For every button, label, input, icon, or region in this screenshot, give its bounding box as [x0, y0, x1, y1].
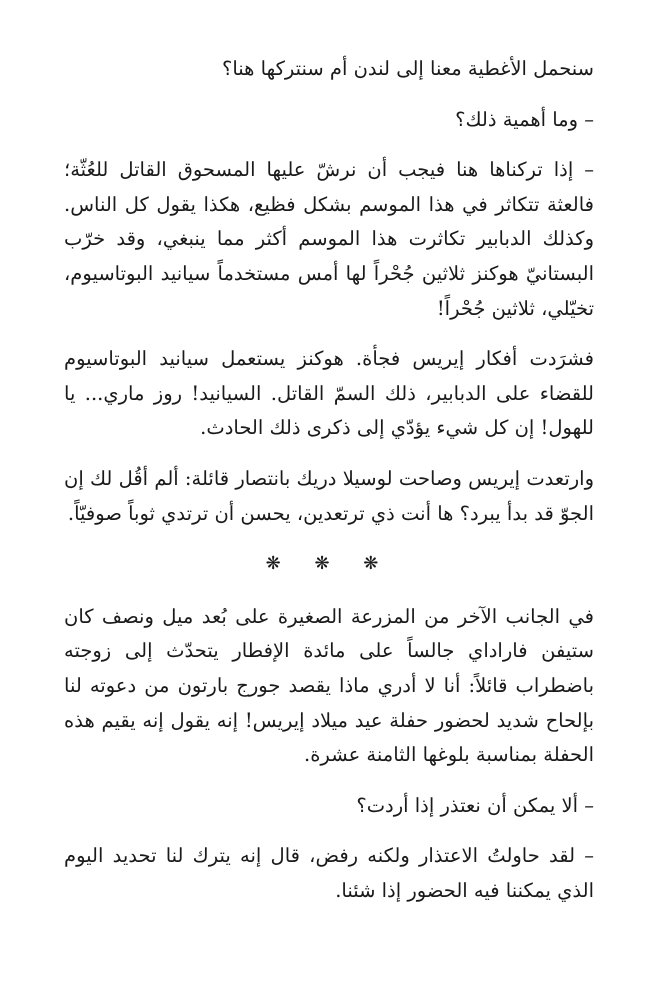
paragraph-moth-wasps: – إذا تركناها هنا فيجب أن نرشّ عليها المسحوق القاتل للعُثّة؛ فالعثة تتكاثر في هذا الموسم بشكل فظيع، هكذا يقول كل الناس. وكذلك الدبابير تكاثرت هذا الموسم أكثر مما ينبغي، وقد خرّب البستانيّ هوكنز ثلاثين جُحْراً لها أمس مستخدماً سيانيد البوتاسيوم، تخيّلي، ثلاثين جُحْراً! [64, 158, 594, 320]
paragraph-iris-thoughts: فشرَدت أفكار إيريس فجأة. هوكنز يستعمل سيانيد البوتاسيوم للقضاء على الدبابير، ذلك السمّ القاتل. السيانيد! روز ماري... يا للهول! إن كل شيء يؤدّي إلى ذكرى ذلك الحادث. [64, 347, 594, 440]
paragraph-apologize-question: – ألا يمكن أن نعتذر إذا أردت؟ [356, 793, 594, 817]
section-separator: ❋ ❋ ❋ [265, 553, 393, 575]
book-page [64, 52, 594, 924]
paragraph-reply-importance: – وما أهمية ذلك؟ [455, 107, 594, 131]
paragraph-tried-apologize: – لقد حاولتُ الاعتذار ولكنه رفض، قال إنه يترك لنا تحديد اليوم الذي يمكننا فيه الحضور إذا شئنا. [64, 844, 594, 902]
paragraph-question-blankets: سنحمل الأغطية معنا إلى لندن أم سنتركها هنا؟ [221, 57, 594, 80]
paragraph-stephen-farraday: في الجانب الآخر من المزرعة الصغيرة على بُعد ميل ونصف كان ستيفن فاراداي جالساً على مائدة الإفطار يتحدّث إلى زوجته باضطراب قائلاً: أنا لا أدري ماذا يقصد جورج بارتون من دعوته لنا بإلحاح شديد لحضور حفلة عيد ميلاد إيريس! إنه يقول إنه يقيم هذه الحفلة بمناسبة بلوغها الثامنة عشرة. [64, 604, 594, 767]
paragraph-iris-shiver: وارتعدت إيريس وصاحت لوسيلا دريك بانتصار قائلة: ألم أقُل لك إن الجوّ قد بدأ يبرد؟ ها أنت ذي ترتعدين، يحسن أن ترتدي ثوباً صوفيّاً. [64, 466, 594, 525]
